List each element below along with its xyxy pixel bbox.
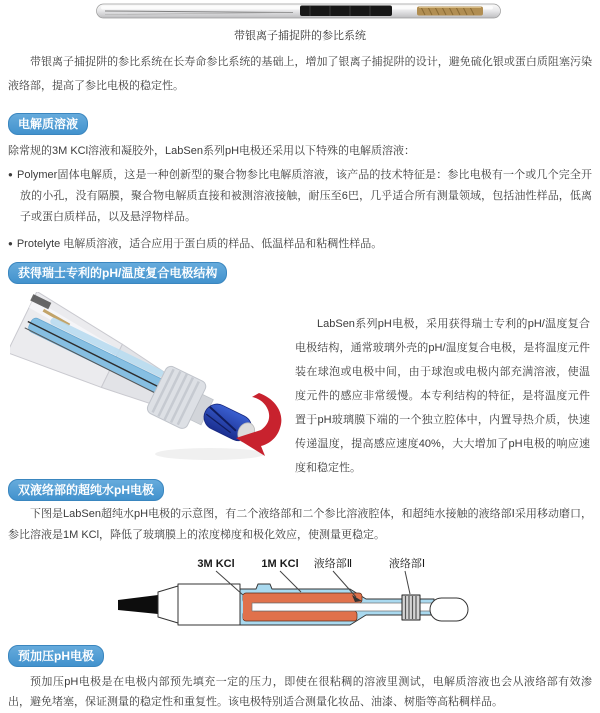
bullet-text: Polymer固体电解质，这是一种创新型的聚合物参比电解质溶液，该产品的技术特征是：参比电极有一个或几个完全开放的小孔，没有隔膜，聚合物电解质直接和被测溶液接触，耐压至6巴，几乎适合所有测量领域，包括油性样品，低离子或蛋白质样品，以及悬浮物样品。 [16,169,592,223]
diagram-label-3m-kcl: 3M KCl [197,558,235,570]
section-title-pressurized: 预加压pH电极 [8,645,104,667]
bullet-text: Protelyte 电解质溶液，适合应用于蛋白质的样品、低温样品和粘稠性样品。 [16,238,383,250]
junction-1-ring [402,595,420,620]
patent-body: LabSen系列pH电极，采用获得瑞士专利的pH/温度复合电极结构，通常玻璃外壳的pH/温度复合电极，是将温度元件装在球泡或电极中间，由于球泡或电极内部充满溶液，使温度元件的感应非常缓慢。本专利结构的特征，是将温度元件置于pH玻璃膜下端的一个独立腔体中，内置导热介质，快速传递温度，提高感应速度40%，大大增加了pH电极的响应速度和稳定性。 [295,318,590,474]
section-title-dual-junction: 双液络部的超纯水pH电极 [8,479,164,501]
silver-trap-electrode-figure [95,1,505,23]
diagram-label-1m-kcl: 1M KCl [261,558,299,570]
electrolyte-lead: 除常规的3M KCl溶液和凝胶外，LabSen系列pH电极还采用以下特殊的电解质溶液： [8,145,416,157]
silver-trap-dark-segment [300,6,392,17]
ph-temperature-electrode-photo [10,292,285,474]
diagram-label-junction-1: 液络部Ⅰ [388,558,426,570]
ultrapure-electrode-diagram [100,553,500,641]
intro-paragraph: 带银离子捕捉阱的参比系统在长寿命参比系统的基础上，增加了银离子捕捉阱的设计，避免硫化银或蛋白质阻塞污染液络部，提高了参比电极的稳定性。 [8,56,592,92]
diagram-label-junction-2: 液络部Ⅱ [313,558,353,570]
figure-caption: 带银离子捕捉阱的参比系统 [234,30,366,42]
section-title-electrolyte: 电解质溶液 [8,113,88,135]
bullet-icon: ● [8,239,13,248]
glass-bulb [430,598,468,621]
inner-chamber-3m-kcl-lower [243,611,357,621]
pressurized-body: 预加压pH电极是在电极内部预先填充一定的压力，即使在很粘稠的溶液里测试，电解质溶液也会从液络部有效渗出，避免堵塞，保证测量的稳定性和重复性。该电极特别适合测量化妆品、油漆、树脂等高粘稠样品。 [8,676,592,708]
inner-chamber-3m-kcl-upper [243,593,362,603]
electrode-cap [158,586,178,623]
section-title-patent: 获得瑞士专利的pH/温度复合电极结构 [8,262,227,284]
electrode-head [178,584,240,625]
list-item [8,164,592,228]
list-item [8,233,592,255]
dual-junction-body: 下图是LabSen超纯水pH电极的示意图，有二个液络部和二个参比溶液腔体，和超纯水接触的液络部Ⅰ采用移动磨口，参比溶液是1M KCl，降低了玻璃膜上的浓度梯度和极化效应，使测量更稳定。 [8,508,592,541]
electrolyte-bullet-list [8,164,592,260]
cable [118,595,158,614]
bullet-icon: ● [8,170,13,179]
